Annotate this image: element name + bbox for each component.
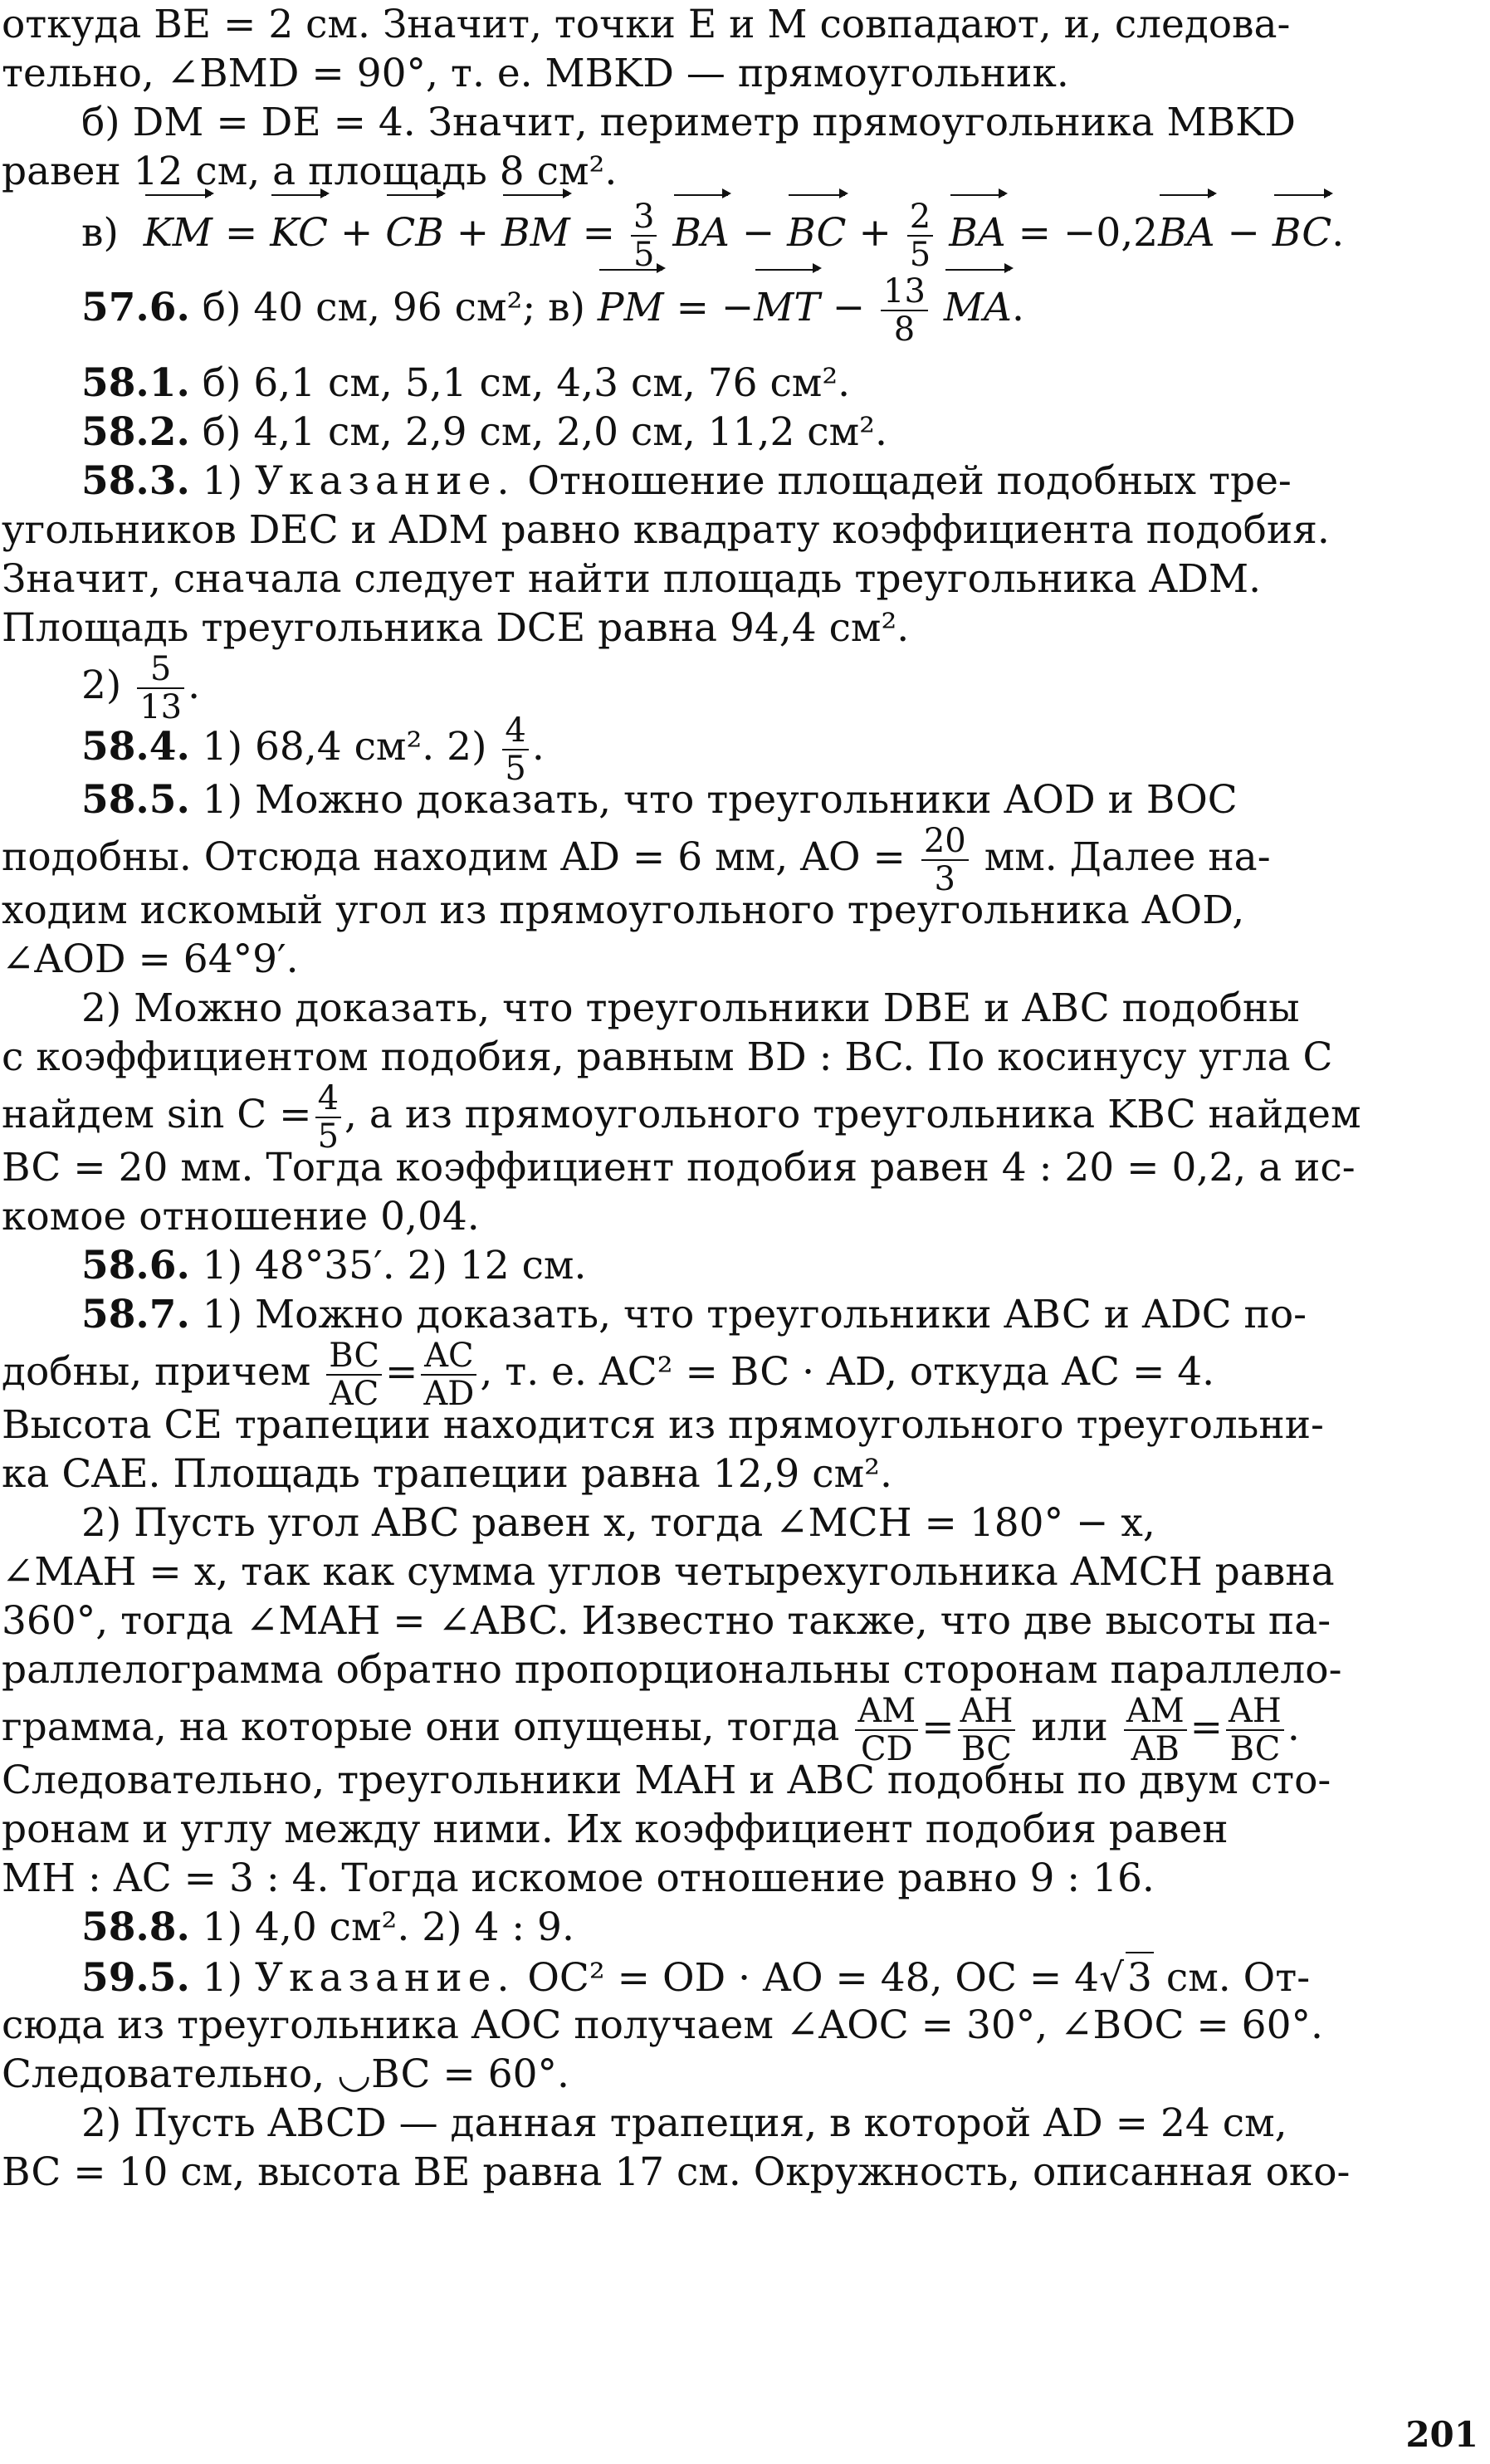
text-line: подобны. Отсюда находим AD = 6 мм, AO = $\frac{20}{3}$ мм. Далее на- (2, 822, 1271, 898)
text-line: ∠AOD = 64°9′. (2, 936, 299, 982)
text-line: найдем sin C = $\frac{4}{5}$ , а из прямоугольного треугольника KBC найдем (2, 1079, 1361, 1156)
text-line: Следовательно, ◡BC = 60°. (2, 2051, 570, 2097)
answer-58-2: 58.2. б) 4,1 см, 2,9 см, 2,0 см, 11,2 см². (81, 409, 887, 455)
problem-number: 58.4. (81, 724, 190, 770)
text-line: угольников DEC и ADM равно квадрату коэффициента подобия. (2, 507, 1330, 553)
text-line: сюда из треугольника AOC получаем ∠AOC = 30°, ∠BOC = 60°. (2, 2002, 1323, 2048)
text-line: BC = 20 мм. Тогда коэффициент подобия равен 4 : 20 = 0,2, а ис- (2, 1145, 1356, 1190)
vector-kc: KC (270, 196, 328, 271)
problem-number: 58.5. (81, 777, 190, 823)
text-line: Значит, сначала следует найти площадь треугольника ADM. (2, 556, 1262, 602)
text-line: б) DM = DE = 4. Значит, периметр прямоугольника MBKD (81, 100, 1296, 145)
problem-number: 58.2. (81, 409, 190, 455)
vector-cb: CB (385, 196, 444, 271)
problem-number: 59.5. (81, 1955, 190, 2001)
text-line: 2) Пусть угол ABC равен x, тогда ∠MCH = 180° − x, (81, 1500, 1155, 1546)
text-line: BC = 10 см, высота BE равна 17 см. Окружность, описанная око- (2, 2149, 1351, 2195)
answer-58-5: 58.5. 1) Можно доказать, что треугольники AOD и BOC (81, 777, 1238, 823)
answer-57-6: 57.6. б) 40 см, 96 см²; в) PM = −MT − $\frac{13}{8}$ MA. (81, 272, 1024, 349)
text-line: 2) Пусть ABCD — данная трапеция, в которой AD = 24 см, (81, 2100, 1287, 2146)
answer-58-7: 58.7. 1) Можно доказать, что треугольники ABC и ADC по- (81, 1292, 1307, 1337)
text-line: грамма, на которые они опущены, тогда $\frac{AM}{CD}$ = $\frac{AH}{BC}$ или $\frac{AM}{AB}$ = $\frac{AH}{BC}$ . (2, 1692, 1300, 1768)
vector-km: KM (144, 196, 213, 271)
text-line: добны, причем $\frac{BC}{AC}$ = $\frac{AC}{AD}$ , т. е. AC² = BC · AD, откуда AC = 4. (2, 1337, 1215, 1413)
answer-58-4: 58.4. 1) 68,4 см². 2) $\frac{4}{5}$ . (81, 711, 545, 788)
text-line: ∠MAH = x, так как сумма углов четырехугольника AMCH равна (2, 1549, 1335, 1595)
fraction: $\frac{AH}{BC}$ (958, 1694, 1016, 1766)
text-line: ходим искомый угол из прямоугольного треугольника AOD, (2, 887, 1245, 933)
vector-bm: BM (501, 196, 570, 271)
vector-pm: PM (598, 271, 664, 345)
vector-ma: MA (944, 271, 1012, 345)
text-line: раллелограмма обратно пропорциональны сторонам параллело- (2, 1647, 1342, 1693)
text-line: ка CAE. Площадь трапеции равна 12,9 см². (2, 1451, 892, 1497)
answer-59-5: 59.5. 1) Указание. OC² = OD · AO = 48, OC = 4√3 см. От- (2, 1952, 1490, 2001)
vector-bc: BC (1273, 196, 1331, 271)
text-line: Следовательно, треугольники MAH и ABC подобны по двум сто- (2, 1758, 1331, 1803)
text-line: тельно, ∠BMD = 90°, т. е. MBKD — прямоугольник. (2, 51, 1069, 96)
fraction: $\frac{AM}{CD}$ (855, 1694, 918, 1766)
answer-58-3: 58.3. 1) Указание. Отношение площадей подобных тре- (81, 458, 1292, 504)
fraction: $\frac{20}{3}$ (921, 824, 969, 896)
vector-bc: BC (787, 196, 846, 271)
text-line: равен 12 см, а площадь 8 см². (2, 149, 618, 194)
vector-ba: BA (1158, 196, 1214, 271)
text-line: Высота CE трапеции находится из прямоугольного треугольни- (2, 1402, 1324, 1448)
problem-number: 58.1. (81, 360, 190, 406)
text-line: с коэффициентом подобия, равным BD : BC. По косинусу угла C (2, 1034, 1333, 1080)
hint-label: Указание. (255, 458, 515, 504)
page-number: 201 (1405, 2414, 1478, 2455)
text-line: Площадь треугольника DCE равна 94,4 см². (2, 605, 910, 651)
vector-ba: BA (949, 196, 1005, 271)
fraction: $\frac{3}{5}$ (631, 200, 657, 271)
fraction: $\frac{13}{8}$ (881, 275, 928, 346)
fraction: $\frac{5}{13}$ (137, 653, 184, 724)
text-line: MH : AC = 3 : 4. Тогда искомое отношение равно 9 : 16. (2, 1855, 1155, 1901)
problem-number: 57.6. (81, 285, 190, 330)
fraction: $\frac{4}{5}$ (315, 1082, 341, 1153)
vector-mt: MT (754, 271, 819, 345)
fraction: $\frac{AH}{BC}$ (1226, 1694, 1284, 1766)
vector-ba: BA (672, 196, 729, 271)
fraction: $\frac{4}{5}$ (502, 714, 528, 785)
hint-label: Указание. (255, 1955, 515, 2001)
text-line: 2) $\frac{5}{13}$ . (81, 650, 201, 726)
vector-equation: в) KM = KC + CB + BM = $\frac{3}{5}$ BA − BC + $\frac{2}{5}$ BA = −0,2BA − BC. (81, 198, 1345, 274)
answer-58-6: 58.6. 1) 48°35′. 2) 12 см. (81, 1243, 587, 1288)
fraction: $\frac{AM}{AB}$ (1124, 1694, 1187, 1766)
text-line: 2) Можно доказать, что треугольники DBE и ABC подобны (81, 985, 1300, 1031)
problem-number: 58.8. (81, 1904, 190, 1950)
fraction: $\frac{AC}{AD}$ (421, 1339, 476, 1410)
fraction: $\frac{BC}{AC}$ (326, 1339, 382, 1410)
text-line: ронам и углу между ними. Их коэффициент подобия равен (2, 1806, 1229, 1852)
problem-number: 58.6. (81, 1243, 190, 1288)
square-root: 3 (1126, 1952, 1154, 2002)
text-line: 360°, тогда ∠MAH = ∠ABC. Известно также, что две высоты па- (2, 1598, 1331, 1644)
problem-number: 58.7. (81, 1292, 190, 1337)
text-line: откуда BE = 2 см. Значит, точки E и M совпадают, и, следова- (2, 2, 1291, 47)
answer-58-1: 58.1. б) 6,1 см, 5,1 см, 4,3 см, 76 см². (81, 360, 851, 406)
answer-58-8: 58.8. 1) 4,0 см². 2) 4 : 9. (81, 1904, 574, 1950)
problem-number: 58.3. (81, 458, 190, 504)
text-line: комое отношение 0,04. (2, 1194, 480, 1239)
fraction: $\frac{2}{5}$ (907, 200, 933, 271)
